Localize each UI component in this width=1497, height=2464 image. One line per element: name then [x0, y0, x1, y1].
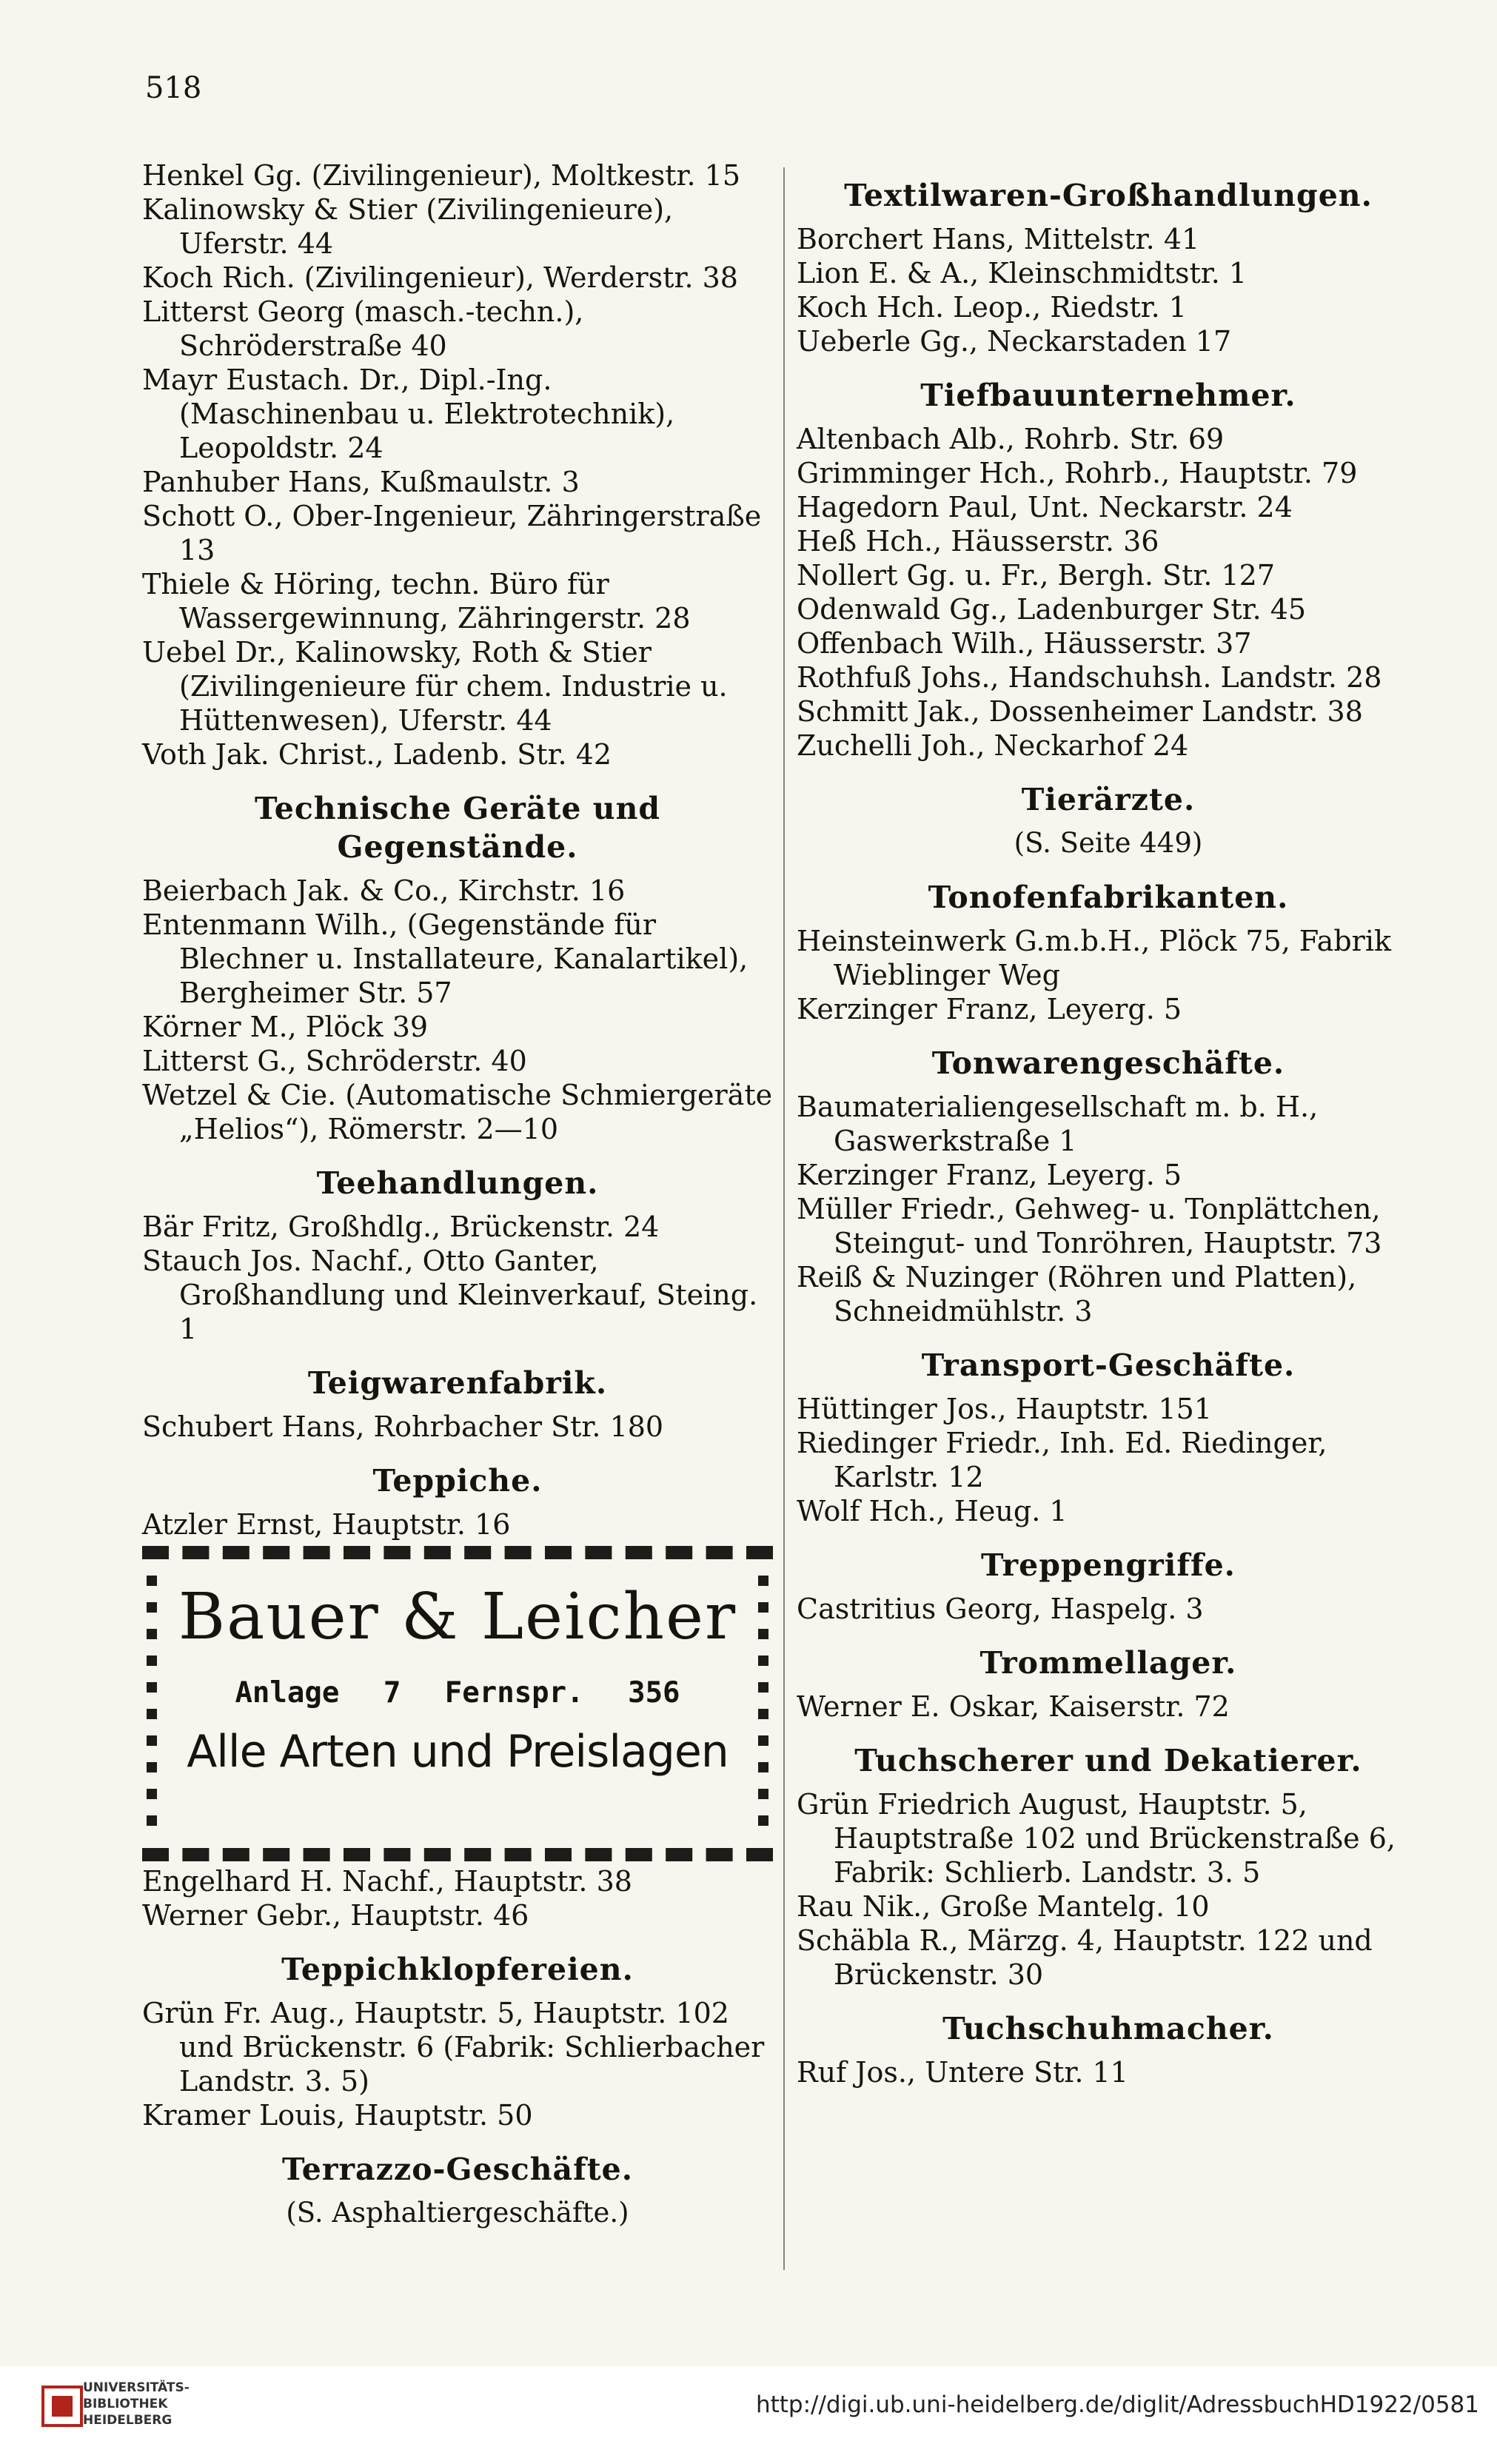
directory-entry: Atzler Ernst, Hauptstr. 16: [142, 1508, 511, 1541]
directory-entry: Schott O., Ober-Ingenieur, Zähringerstraße 13: [142, 500, 762, 566]
library-line-2: BIBLIOTHEK: [83, 2397, 168, 2411]
directory-entry: Beierbach Jak. & Co., Kirchstr. 16: [142, 874, 626, 907]
directory-entry: Wetzel & Cie. (Automatische Schmiergeräte „Helios“), Römerstr. 2—10: [142, 1079, 773, 1145]
section-heading: Tiefbauunternehmer.: [920, 378, 1296, 413]
ad-slogan: Alle Arten und Preislagen: [187, 1726, 729, 1778]
section-heading: Tuchscherer und Dekatierer.: [854, 1743, 1362, 1778]
directory-entry: Nollert Gg. u. Fr., Bergh. Str. 127: [797, 559, 1276, 592]
directory-entry: Werner Gebr., Hauptstr. 46: [142, 1899, 529, 1932]
section-heading: Teigwarenfabrik.: [307, 1365, 608, 1401]
section-heading: Treppengriffe.: [981, 1547, 1236, 1583]
directory-entry: Litterst Georg (masch.-techn.), Schröderstraße 40: [142, 295, 584, 362]
section-heading: Tonofenfabrikanten.: [928, 880, 1289, 915]
directory-entry: Schmitt Jak., Dossenheimer Landstr. 38: [797, 695, 1363, 728]
directory-entry: Offenbach Wilh., Häusserstr. 37: [797, 627, 1252, 660]
directory-entry: Thiele & Höring, techn. Büro für Wassergewinnung, Zähringerstr. 28: [142, 568, 691, 635]
directory-entry: Odenwald Gg., Ladenburger Str. 45: [797, 593, 1307, 626]
ad-phone: Fernspr. 356: [444, 1676, 680, 1710]
directory-entry: Wolf Hch., Heug. 1: [797, 1495, 1068, 1527]
directory-entry: Entenmann Wilh., (Gegenstände für Blechner u. Installateure, Kanalartikel), Bergheimer Str. 57: [142, 908, 748, 1009]
directory-entry: Kerzinger Franz, Leyerg. 5: [797, 1159, 1182, 1191]
directory-entry: Ueberle Gg., Neckarstaden 17: [797, 325, 1232, 358]
directory-entry: Grün Fr. Aug., Hauptstr. 5, Hauptstr. 102 und Brückenstr. 6 (Fabrik: Schlierbacher Landstr. 3. 5): [142, 1997, 765, 2098]
directory-entry: Uebel Dr., Kalinowsky, Roth & Stier (Zivilingenieure für chem. Industrie u. Hüttenwesen), Uferstr. 44: [142, 636, 728, 737]
section-heading: Tonwarengeschäfte.: [931, 1045, 1285, 1081]
column-divider: [783, 167, 785, 2270]
library-line-3: HEIDELBERG: [83, 2413, 173, 2428]
directory-entry: Koch Rich. (Zivilingenieur), Werderstr. 38: [142, 261, 738, 294]
directory-entry: Riedinger Friedr., Inh. Ed. Riedinger, Karlstr. 12: [797, 1427, 1327, 1493]
directory-entry: Hagedorn Paul, Unt. Neckarstr. 24: [797, 491, 1293, 523]
section-heading: Trommellager.: [979, 1645, 1237, 1681]
directory-entry: Schubert Hans, Rohrbacher Str. 180: [142, 1410, 664, 1443]
section-heading: Terrazzo-Geschäfte.: [281, 2152, 634, 2187]
directory-entry: Grün Friedrich August, Hauptstr. 5, Hauptstraße 102 und Brückenstraße 6, Fabrik: Schlierb. Landstr. 3. 5: [797, 1788, 1396, 1889]
section-heading: Teppichklopfereien.: [281, 1952, 634, 1987]
directory-entry: Lion E. & A., Kleinschmidtstr. 1: [797, 257, 1248, 289]
section-heading: Teehandlungen.: [316, 1165, 599, 1201]
directory-entry: Kalinowsky & Stier (Zivilingenieure), Uferstr. 44: [142, 193, 674, 260]
directory-entry: Engelhard H. Nachf., Hauptstr. 38: [142, 1865, 632, 1898]
section-heading: Tierärzte.: [1021, 782, 1196, 817]
library-line-1: UNIVERSITÄTS-: [83, 2380, 190, 2395]
directory-entry: Baumaterialiengesellschaft m. b. H., Gaswerkstraße 1: [797, 1091, 1319, 1157]
directory-entry: Henkel Gg. (Zivilingenieur), Moltkestr. 15: [142, 159, 741, 192]
directory-entry: Grimminger Hch., Rohrb., Hauptstr. 79: [797, 457, 1358, 489]
advertisement-bauer-leicher: [142, 1546, 773, 1861]
section-heading: Technische Geräte und Gegenstände.: [254, 791, 661, 865]
directory-entry: Kerzinger Franz, Leyerg. 5: [797, 993, 1182, 1025]
directory-entry: Mayr Eustach. Dr., Dipl.-Ing. (Maschinenbau u. Elektrotechnik), Leopoldstr. 24: [142, 364, 675, 464]
university-library-logo-icon: [40, 2384, 84, 2428]
directory-entry: Hüttinger Jos., Hauptstr. 151: [797, 1393, 1213, 1425]
section-heading: Teppiche.: [372, 1463, 543, 1499]
directory-entry: Heinsteinwerk G.m.b.H., Plöck 75, Fabrik Wieblinger Weg: [797, 925, 1392, 991]
directory-entry: Altenbach Alb., Rohrb. Str. 69: [797, 423, 1225, 455]
ad-company-name: Bauer & Leicher: [178, 1580, 737, 1654]
left-column: [142, 158, 773, 2243]
directory-entry: Körner M., Plöck 39: [142, 1011, 429, 1043]
source-url[interactable]: http://digi.ub.uni-heidelberg.de/diglit/AdressbuchHD1922/0581: [755, 2391, 1479, 2418]
directory-entry: Koch Hch. Leop., Riedstr. 1: [797, 291, 1187, 324]
section-heading: Transport-Geschäfte.: [921, 1348, 1296, 1383]
page-number: 518: [145, 71, 202, 105]
directory-entry: Heß Hch., Häusserstr. 36: [797, 525, 1159, 558]
directory-entry: Werner E. Oskar, Kaiserstr. 72: [797, 1690, 1230, 1723]
directory-entry: Ruf Jos., Untere Str. 11: [797, 2056, 1128, 2089]
directory-entry: Panhuber Hans, Kußmaulstr. 3: [142, 466, 580, 498]
right-column: [797, 158, 1420, 2089]
directory-entry: Litterst G., Schröderstr. 40: [142, 1045, 527, 1077]
directory-entry: Schäbla R., Märzg. 4, Hauptstr. 122 und Brückenstr. 30: [797, 1924, 1373, 1991]
library-name: [83, 2380, 190, 2428]
directory-entry: Voth Jak. Christ., Ladenb. Str. 42: [142, 738, 612, 771]
directory-entry: Rothfuß Johs., Handschuhsh. Landstr. 28: [797, 661, 1382, 694]
directory-entry: Borchert Hans, Mittelstr. 41: [797, 223, 1200, 255]
section-heading: Tuchschuhmacher.: [942, 2011, 1274, 2046]
directory-entry: Zuchelli Joh., Neckarhof 24: [797, 729, 1189, 762]
ad-address: Anlage 7: [235, 1676, 401, 1710]
section-note: (S. Seite 449): [1014, 827, 1203, 859]
ad-contact-line: [142, 1676, 773, 1710]
directory-entry: Stauch Jos. Nachf., Otto Ganter, Großhandlung und Kleinverkauf, Steing. 1: [142, 1245, 758, 1345]
section-note: (S. Asphaltiergeschäfte.): [286, 2197, 629, 2229]
directory-entry: Müller Friedr., Gehweg- u. Tonplättchen, Steingut- und Tonröhren, Hauptstr. 73: [797, 1193, 1382, 1259]
directory-entry: Castritius Georg, Haspelg. 3: [797, 1593, 1204, 1625]
directory-entry: Reiß & Nuzinger (Röhren und Platten), Schneidmühlstr. 3: [797, 1261, 1357, 1328]
directory-entry: Bär Fritz, Großhdlg., Brückenstr. 24: [142, 1211, 660, 1243]
section-heading: Textilwaren-Großhandlungen.: [844, 178, 1373, 213]
directory-entry: Kramer Louis, Hauptstr. 50: [142, 2099, 533, 2132]
directory-entry: Rau Nik., Große Mantelg. 10: [797, 1890, 1210, 1923]
